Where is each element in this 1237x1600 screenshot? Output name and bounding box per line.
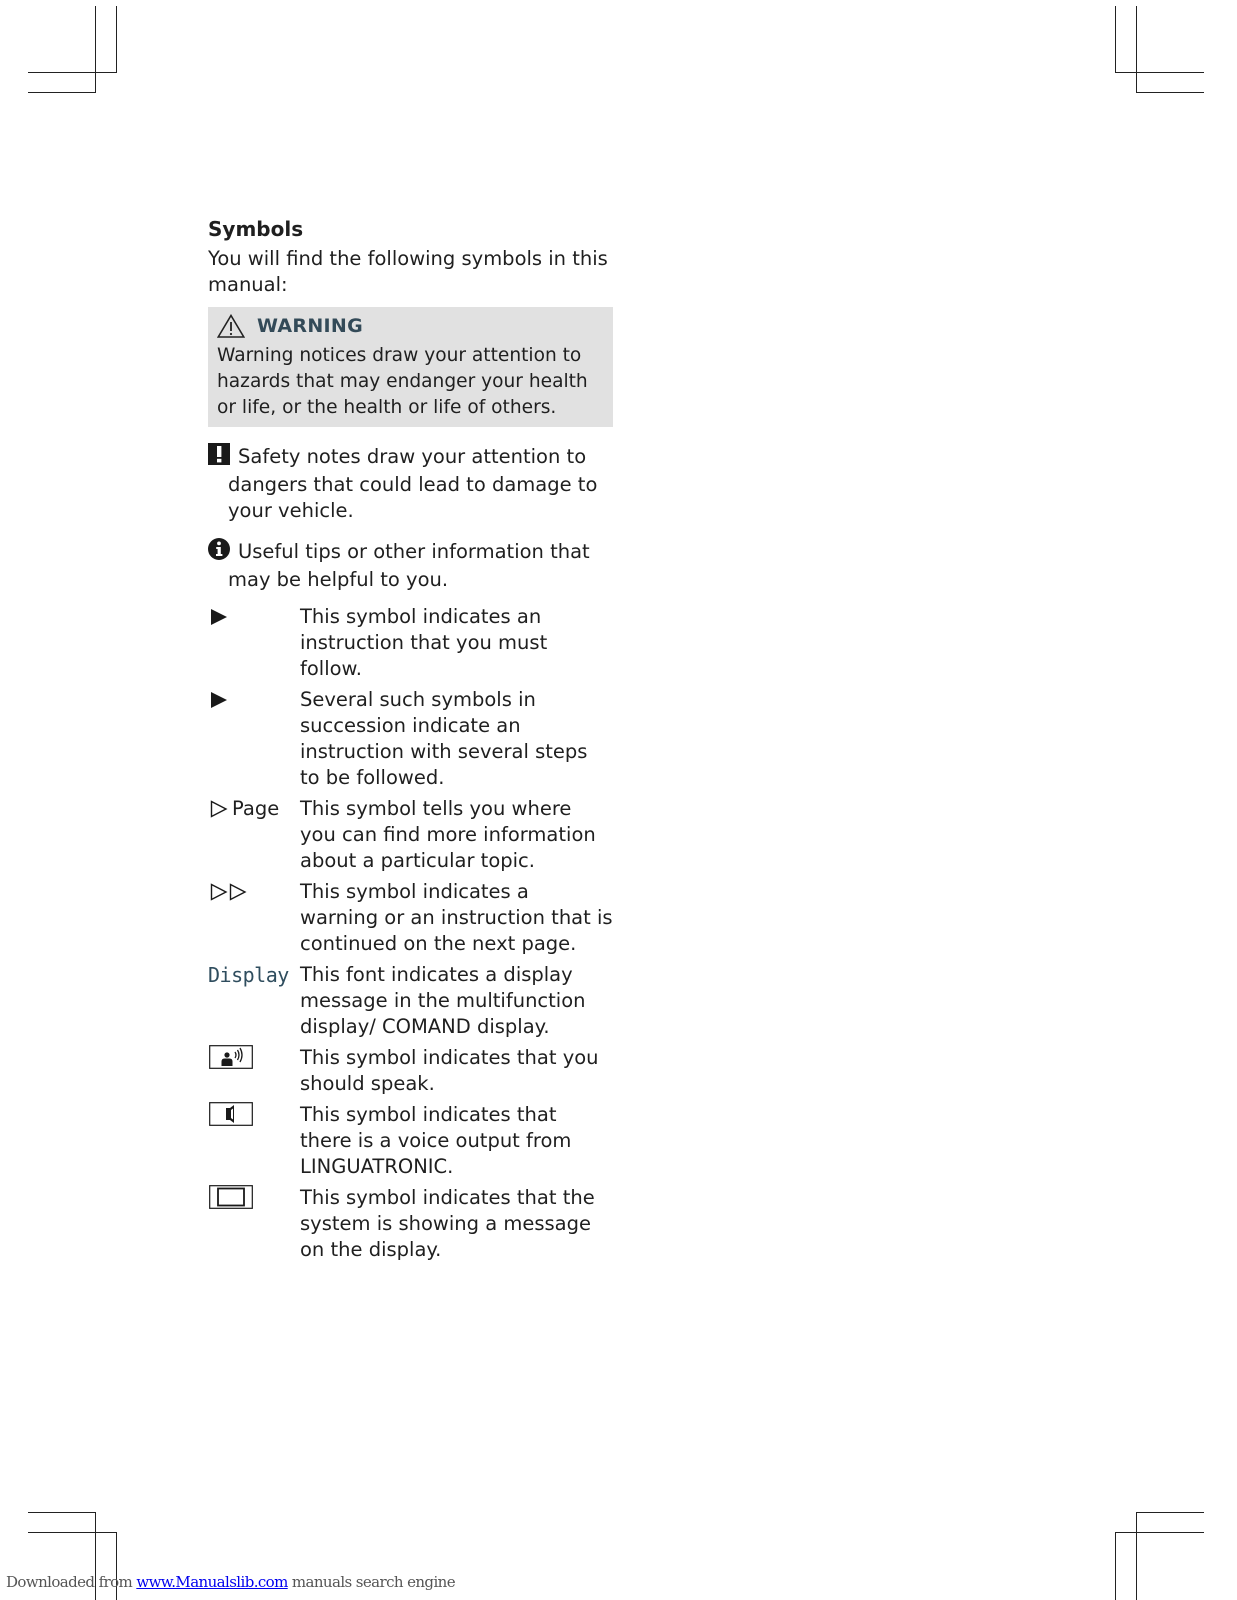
display-screen-icon bbox=[209, 1185, 253, 1209]
crop-mark bbox=[1136, 1512, 1137, 1600]
symbols-section bbox=[208, 216, 613, 1263]
symbol-cell bbox=[208, 879, 300, 957]
filled-triangle-icon bbox=[210, 608, 228, 626]
symbol-description: This symbol indicates an instruction that you must follow. bbox=[300, 605, 548, 680]
tip-note bbox=[208, 538, 613, 593]
crop-mark bbox=[95, 6, 96, 93]
crop-mark bbox=[1115, 1532, 1204, 1533]
crop-mark bbox=[1136, 92, 1204, 93]
symbol-row-voice-output bbox=[208, 1102, 613, 1180]
symbol-description: This symbol tells you where you can find more information about a particular topic. bbox=[300, 797, 596, 872]
footer-prefix: Downloaded from bbox=[6, 1573, 137, 1591]
symbol-description: This symbol indicates a warning or an instruction that is continued on the next page. bbox=[300, 880, 613, 955]
crop-mark bbox=[116, 6, 117, 73]
symbol-cell bbox=[208, 687, 300, 791]
crop-mark bbox=[28, 1512, 96, 1513]
symbol-row-page-ref bbox=[208, 796, 613, 874]
symbol-cell bbox=[208, 1185, 300, 1263]
symbol-row-display-font bbox=[208, 962, 613, 1040]
symbol-row-continued bbox=[208, 879, 613, 957]
symbol-cell bbox=[208, 1045, 300, 1097]
footer bbox=[6, 1573, 455, 1591]
speak-icon bbox=[209, 1045, 253, 1069]
speaker-output-icon bbox=[209, 1102, 253, 1126]
filled-triangle-icon bbox=[210, 691, 228, 709]
crop-mark bbox=[1115, 1532, 1116, 1600]
symbol-list bbox=[208, 604, 613, 1263]
warning-box bbox=[208, 307, 613, 427]
symbol-cell bbox=[208, 962, 300, 1040]
symbol-row-steps bbox=[208, 687, 613, 791]
symbol-row-display-message bbox=[208, 1185, 613, 1263]
crop-mark bbox=[28, 92, 96, 93]
crop-mark bbox=[28, 72, 117, 73]
info-circle-icon bbox=[208, 538, 230, 567]
display-font-sample: Display bbox=[208, 963, 289, 987]
section-intro: You will find the following symbols in this manual: bbox=[208, 247, 608, 296]
symbol-description: This symbol indicates that you should speak. bbox=[300, 1046, 599, 1095]
symbol-row-speak bbox=[208, 1045, 613, 1097]
warning-text: Warning notices draw your attention to hazards that may endanger your health or life, or the health or life of others. bbox=[217, 345, 588, 418]
tip-note-text: Useful tips or other information that may be helpful to you. bbox=[228, 540, 590, 591]
footer-suffix: manuals search engine bbox=[287, 1573, 455, 1591]
symbol-description: This symbol indicates that the system is showing a message on the display. bbox=[300, 1186, 595, 1261]
safety-note bbox=[208, 443, 613, 524]
crop-mark bbox=[28, 1532, 117, 1533]
warning-header bbox=[217, 313, 605, 339]
symbol-cell bbox=[208, 796, 300, 874]
section-heading: Symbols bbox=[208, 217, 304, 241]
exclamation-square-icon bbox=[208, 443, 230, 472]
symbol-description: Several such symbols in succession indicate an instruction with several steps to be followed. bbox=[300, 688, 588, 789]
manualslib-link[interactable]: www.Manualslib.com bbox=[136, 1573, 288, 1591]
symbol-description: This font indicates a display message in the multifunction display/ COMAND display. bbox=[300, 963, 586, 1038]
crop-mark bbox=[1136, 1512, 1204, 1513]
symbol-cell bbox=[208, 604, 300, 682]
crop-mark bbox=[1136, 6, 1137, 93]
warning-title: WARNING bbox=[257, 315, 364, 337]
crop-mark bbox=[1115, 72, 1204, 73]
warning-triangle-icon bbox=[217, 314, 245, 338]
safety-note-text: Safety notes draw your attention to dangers that could lead to damage to your vehicle. bbox=[228, 445, 598, 522]
symbol-description: This symbol indicates that there is a voice output from LINGUATRONIC. bbox=[300, 1103, 572, 1178]
outline-triangle-icon bbox=[210, 800, 228, 818]
double-outline-triangle-icon bbox=[210, 883, 248, 901]
symbol-row-instruction bbox=[208, 604, 613, 682]
page-label: Page bbox=[232, 797, 280, 820]
symbol-cell bbox=[208, 1102, 300, 1180]
crop-mark bbox=[1115, 6, 1116, 73]
